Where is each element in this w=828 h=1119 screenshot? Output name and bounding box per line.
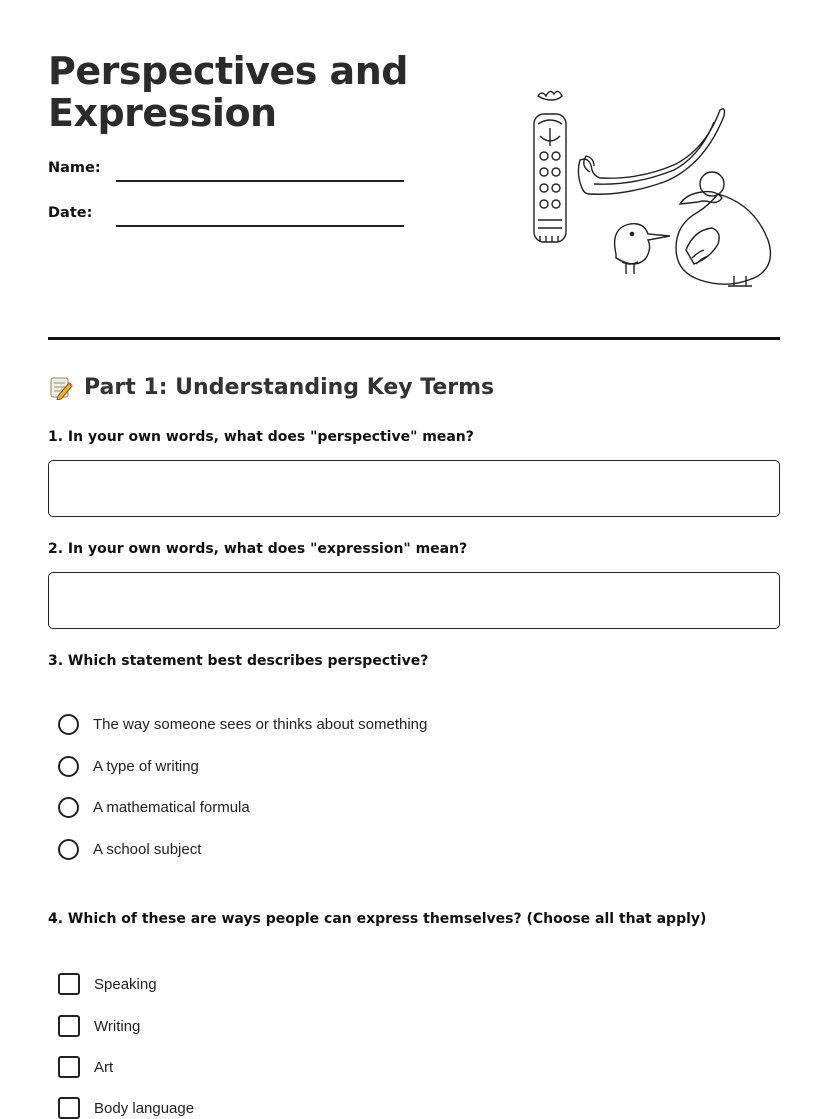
kiwi-bird-icon <box>676 172 770 286</box>
worksheet-title: Perspectives and Expression <box>48 49 408 135</box>
date-label: Date: <box>48 205 93 221</box>
question-2-label: 2. In your own words, what does "expression" mean? <box>48 541 468 557</box>
checkbox[interactable] <box>58 1056 80 1078</box>
question-2-answer-box[interactable] <box>48 572 780 629</box>
question-4-option[interactable] <box>58 1015 140 1037</box>
checkbox[interactable] <box>58 1015 80 1037</box>
name-field[interactable] <box>116 180 404 182</box>
small-bird-icon <box>615 224 670 274</box>
name-label: Name: <box>48 160 101 176</box>
option-label: Art <box>94 1058 114 1076</box>
option-label: Speaking <box>94 975 157 993</box>
option-label: The way someone sees or thinks about something <box>93 716 428 733</box>
question-4-option[interactable] <box>58 1097 194 1119</box>
question-3-option[interactable] <box>58 756 199 777</box>
memo-pencil-icon <box>48 374 74 400</box>
option-label: A school subject <box>93 841 202 858</box>
date-field[interactable] <box>116 225 404 227</box>
part1-heading <box>48 374 494 400</box>
radio-button[interactable] <box>58 797 79 818</box>
checkbox[interactable] <box>58 1097 80 1119</box>
radio-button[interactable] <box>58 756 79 777</box>
question-4-label: 4. Which of these are ways people can express themselves? (Choose all that apply) <box>48 911 707 927</box>
question-3-option[interactable] <box>58 714 427 735</box>
option-label: Writing <box>94 1017 141 1035</box>
checkbox[interactable] <box>58 973 80 995</box>
option-label: A mathematical formula <box>93 799 250 816</box>
question-3-label: 3. Which statement best describes perspective? <box>48 653 429 669</box>
question-4-option[interactable] <box>58 973 157 995</box>
part1-title: Part 1: Understanding Key Terms <box>84 374 495 400</box>
question-4-option[interactable] <box>58 1056 113 1078</box>
question-3-option[interactable] <box>58 839 201 860</box>
radio-button[interactable] <box>58 839 79 860</box>
section-divider <box>48 337 780 340</box>
option-label: A type of writing <box>93 758 199 775</box>
illustration <box>520 80 780 290</box>
waka-canoe-icon <box>578 109 724 194</box>
question-1-label: 1. In your own words, what does "perspective" mean? <box>48 429 474 445</box>
carved-pou-icon <box>534 91 566 242</box>
option-label: Body language <box>94 1099 195 1117</box>
question-3-option[interactable] <box>58 797 250 818</box>
radio-button[interactable] <box>58 714 79 735</box>
question-1-answer-box[interactable] <box>48 460 780 517</box>
